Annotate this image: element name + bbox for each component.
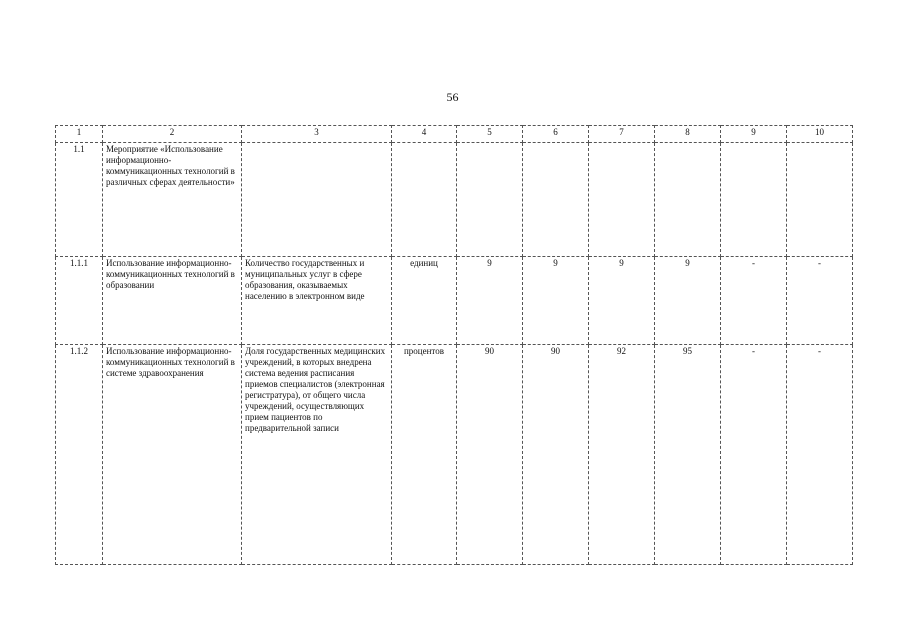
row-number: 1.1 <box>56 143 103 257</box>
value-cell: 92 <box>589 345 655 565</box>
column-header: 4 <box>392 126 457 143</box>
value-cell <box>523 143 589 257</box>
row-number: 1.1.1 <box>56 257 103 345</box>
column-header: 6 <box>523 126 589 143</box>
value-cell <box>589 143 655 257</box>
measure-name: Использование информационно-коммуникационных технологий в системе здравоохранения <box>103 345 242 565</box>
unit: единиц <box>392 257 457 345</box>
header-row <box>56 126 853 143</box>
column-header: 5 <box>457 126 523 143</box>
indicator-name <box>242 143 392 257</box>
column-header: 8 <box>655 126 721 143</box>
value-cell: - <box>721 257 787 345</box>
value-cell: - <box>787 345 853 565</box>
value-cell: 9 <box>457 257 523 345</box>
value-cell: 9 <box>589 257 655 345</box>
column-header: 1 <box>56 126 103 143</box>
table-row <box>56 257 853 345</box>
value-cell: 9 <box>655 257 721 345</box>
value-cell: 90 <box>523 345 589 565</box>
measure-name: Использование информационно-коммуникационных технологий в образовании <box>103 257 242 345</box>
value-cell: 90 <box>457 345 523 565</box>
indicators-table <box>55 125 853 565</box>
table-row <box>56 345 853 565</box>
value-cell <box>721 143 787 257</box>
value-cell: 9 <box>523 257 589 345</box>
column-header: 9 <box>721 126 787 143</box>
column-header: 2 <box>103 126 242 143</box>
column-header: 3 <box>242 126 392 143</box>
table-row <box>56 143 853 257</box>
measure-name: Мероприятие «Использование информационно-коммуникационных технологий в различных сферах деятельности» <box>103 143 242 257</box>
value-cell <box>787 143 853 257</box>
value-cell <box>457 143 523 257</box>
row-number: 1.1.2 <box>56 345 103 565</box>
unit <box>392 143 457 257</box>
indicator-name: Доля государственных медицинских учреждений, в которых внедрена система ведения расписания приемов специалистов (электронная регистратура), от общего числа учреждений, осуществляющих прием пациентов по предварительной записи <box>242 345 392 565</box>
value-cell: - <box>787 257 853 345</box>
unit: процентов <box>392 345 457 565</box>
column-header: 10 <box>787 126 853 143</box>
value-cell: - <box>721 345 787 565</box>
value-cell: 95 <box>655 345 721 565</box>
page-number: 56 <box>446 90 459 104</box>
column-header: 7 <box>589 126 655 143</box>
indicator-name: Количество государственных и муниципальных услуг в сфере образования, оказываемых населению в электронном виде <box>242 257 392 345</box>
value-cell <box>655 143 721 257</box>
